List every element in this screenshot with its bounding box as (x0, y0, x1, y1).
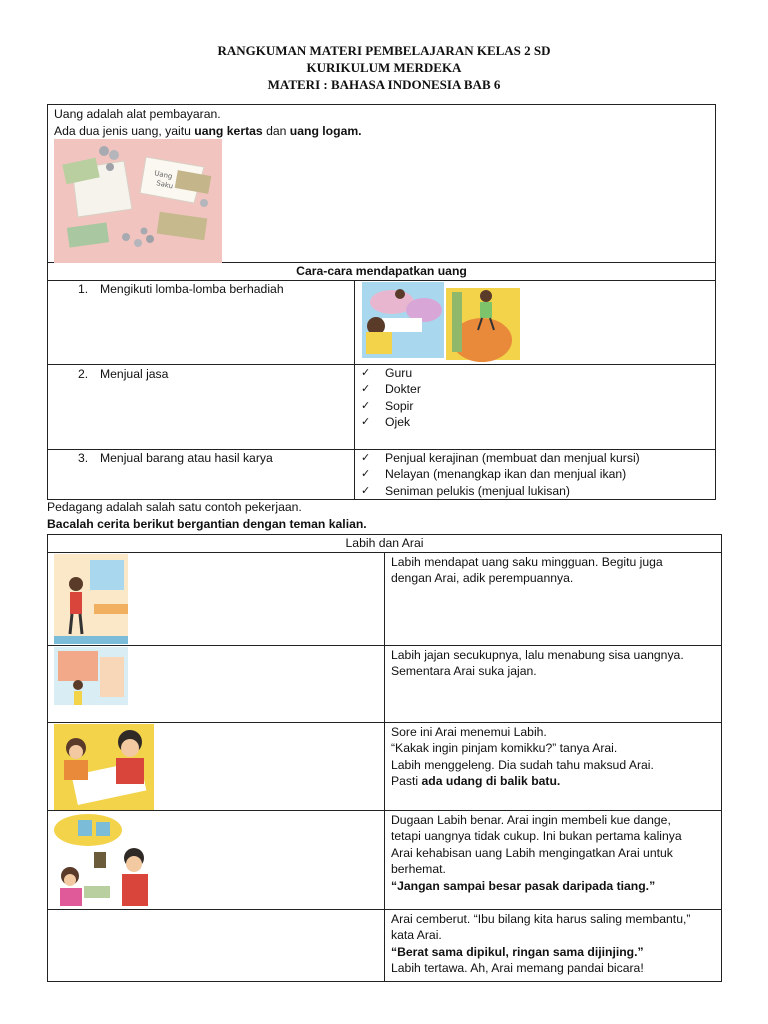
goods-examples (355, 450, 715, 500)
story-illustration-1 (54, 554, 128, 644)
list-item: ✓ Sopir (361, 398, 414, 413)
intro-line-2: Ada dua jenis uang, yaitu uang kertas dan uang logam. (54, 123, 362, 138)
way-2-examples-cell (355, 364, 716, 449)
coin (99, 146, 109, 156)
story-line: Labih mendapat uang saku mingguan. Begitu juga (391, 554, 663, 569)
story-line: Labih menggeleng. Dia sudah tahu maksud Arai. (391, 757, 654, 772)
way-2: 2. Menjual jasa (78, 366, 169, 381)
story-text-cell (385, 552, 722, 645)
envelope-label-1: Uang (153, 169, 174, 181)
coin (109, 150, 119, 160)
check-icon: ✓ (361, 383, 371, 395)
money-illustration (54, 139, 222, 263)
header-subject: MATERI : BAHASA INDONESIA BAB 6 (267, 77, 501, 92)
list-item: ✓ Nelayan (menangkap ikan dan menjual ikan) (361, 467, 627, 481)
story-image-cell (48, 909, 385, 981)
story-line: berhemat. (391, 862, 446, 876)
coin (122, 233, 130, 241)
header-title: RANGKUMAN MATERI PEMBELAJARAN KELAS 2 SD (217, 43, 551, 58)
story-text-cell (385, 722, 722, 810)
story-line: Labih tertawa. Ah, Arai memang pandai bicara! (391, 961, 644, 975)
money-intro-cell (48, 105, 716, 263)
story-text-cell (385, 909, 722, 981)
list-item: ✓ Dokter (361, 382, 421, 396)
story-line: Sore ini Arai menemui Labih. (391, 724, 547, 739)
way-1: 1. Mengikuti lomba-lomba berhadiah (78, 281, 284, 296)
way-3-examples-cell (355, 449, 716, 500)
story-line: Dugaan Labih benar. Arai ingin membeli kue dange, (391, 812, 671, 827)
story-line: “Kakak ingin pinjam komikku?” tanya Arai. (391, 741, 618, 755)
story-table (47, 534, 722, 982)
competition-illustration (362, 282, 520, 362)
way-1-cell (48, 280, 355, 364)
coin (106, 163, 114, 171)
story-line: Pasti ada udang di balik batu. (391, 774, 561, 788)
story-image-cell (48, 810, 385, 909)
summary-table (47, 104, 716, 500)
story-line: Labih jajan secukupnya, lalu menabung sisa uangnya. (391, 647, 684, 662)
coin (200, 199, 208, 207)
coin (146, 235, 154, 243)
ways-heading: Cara-cara mendapatkan uang (48, 263, 716, 281)
story-proverb: “Berat sama dipikul, ringan sama dijinjing.” (391, 944, 644, 959)
check-icon: ✓ (361, 484, 371, 497)
check-icon: ✓ (361, 468, 371, 480)
story-illustration-3 (54, 724, 154, 810)
story-image-cell (48, 722, 385, 810)
story-line: dengan Arai, adik perempuannya. (391, 571, 574, 585)
list-item: ✓ Ojek (361, 415, 411, 429)
way-2-cell (48, 364, 355, 449)
reading-instruction: Bacalah cerita berikut bergantian dengan teman kalian. (47, 517, 367, 531)
story-text-cell (385, 810, 722, 909)
check-icon: ✓ (361, 399, 371, 412)
story-image-cell (48, 552, 385, 645)
story-proverb: “Jangan sampai besar pasak daripada tiang.” (391, 878, 656, 893)
way-3-cell (48, 449, 355, 500)
story-illustration-2 (54, 647, 128, 713)
coin (134, 239, 142, 247)
story-illustration-4 (54, 812, 154, 908)
story-text-cell (385, 645, 722, 722)
story-image-cell (48, 645, 385, 722)
story-line: kata Arai. (391, 928, 442, 942)
service-examples (355, 365, 715, 431)
document-header (0, 42, 768, 93)
intro-line-1: Uang adalah alat pembayaran. (54, 107, 221, 121)
list-item: ✓ Penjual kerajinan (membuat dan menjual kursi) (361, 450, 640, 465)
story-line: tetapi uangnya tidak cukup. Ini bukan pertama kalinya (391, 829, 682, 843)
header-curriculum: KURIKULUM MERDEKA (306, 60, 462, 75)
story-line: Arai kehabisan uang Labih mengingatkan Arai untuk (391, 845, 673, 860)
way-1-image-cell (355, 280, 716, 364)
merchant-note: Pedagang adalah salah satu contoh pekerjaan. (47, 500, 302, 514)
check-icon: ✓ (361, 366, 371, 379)
envelope-label-2: Saku (155, 179, 174, 191)
check-icon: ✓ (361, 451, 371, 464)
check-icon: ✓ (361, 416, 371, 428)
coin (141, 228, 148, 235)
story-line: Sementara Arai suka jajan. (391, 664, 537, 678)
story-title: Labih dan Arai (48, 535, 722, 553)
list-item: ✓ Guru (361, 365, 413, 380)
way-3: 3. Menjual barang atau hasil karya (78, 450, 273, 465)
list-item: ✓ Seniman pelukis (menjual lukisan) (361, 483, 570, 498)
story-line: Arai cemberut. “Ibu bilang kita harus saling membantu,” (391, 911, 691, 926)
